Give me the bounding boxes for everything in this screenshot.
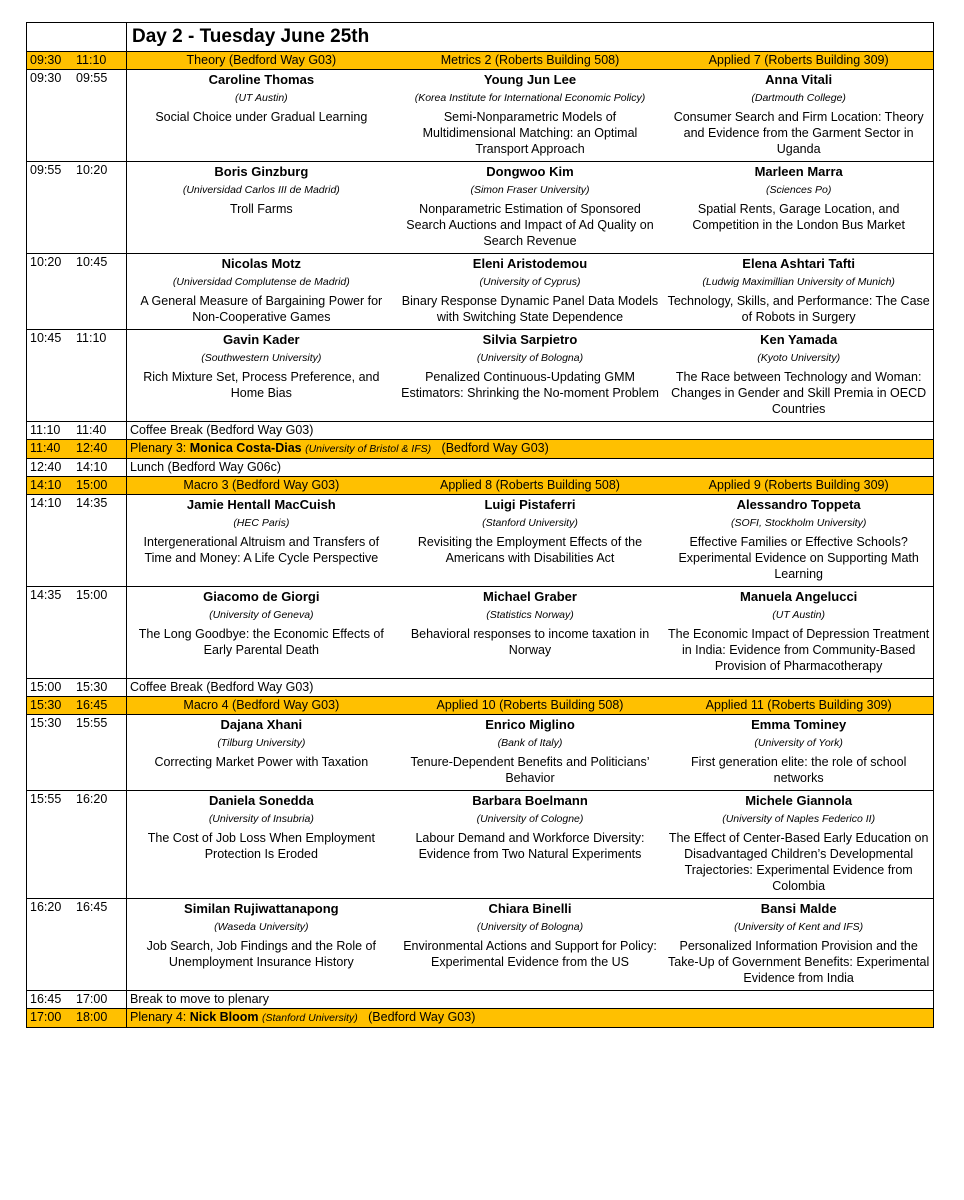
paper-title: Spatial Rents, Garage Location, and Competition in the London Bus Market (692, 202, 905, 232)
speaker-affiliation: (Universidad Complutense de Madrid) (172, 276, 350, 288)
speaker-name: Caroline Thomas (208, 72, 315, 87)
talk-cell (396, 254, 665, 330)
time-cell (27, 1009, 127, 1028)
paper-title: Job Search, Job Findings and the Role of Unemployment Insurance History (146, 939, 376, 969)
paper-title: A General Measure of Bargaining Power for Non-Cooperative Games (140, 294, 383, 324)
paper-title: Effective Families or Effective Schools? Experimental Evidence on Supporting Math Learning (678, 535, 919, 581)
paper-title: The Cost of Job Loss When Employment Protection Is Eroded (147, 831, 375, 861)
talk-cell (664, 330, 933, 422)
talk-cell (396, 70, 665, 162)
speaker-name: Gavin Kader (223, 332, 300, 347)
time-cell (27, 254, 127, 330)
start-time: 16:20 (30, 900, 62, 914)
paper-title: The Economic Impact of Depression Treatment in India: Evidence from Community-Based Provision of Pharmacotherapy (668, 627, 930, 673)
speaker-affiliation: (Dartmouth College) (751, 92, 846, 104)
start-time: 14:35 (30, 588, 62, 602)
end-time: 16:20 (76, 792, 108, 806)
speaker-name: Barbara Boelmann (472, 793, 588, 808)
speaker-name: Eleni Aristodemou (472, 256, 588, 271)
time-cell (27, 422, 127, 440)
start-time: 11:10 (30, 423, 61, 437)
talk-cell (396, 587, 665, 679)
time-cell (27, 459, 127, 477)
end-time: 10:20 (76, 163, 108, 177)
paper-title: The Race between Technology and Woman: Changes in Gender and Skill Premia in OECD Countries (671, 370, 927, 416)
paper-title: Tenure-Dependent Benefits and Politicians’ Behavior (410, 755, 650, 785)
break-text: Break to move to plenary (127, 991, 933, 1009)
speaker-name: Manuela Angelucci (740, 589, 858, 604)
speaker-affiliation: (University of Naples Federico II) (722, 813, 876, 825)
time-cell (27, 330, 127, 422)
break-text: Coffee Break (Bedford Way G03) (127, 679, 933, 697)
paper-title: Binary Response Dynamic Panel Data Models with Switching State Dependence (401, 294, 659, 324)
talk-cell (127, 791, 396, 899)
paper-title: The Long Goodbye: the Economic Effects of Early Parental Death (138, 627, 384, 657)
end-time: 10:45 (76, 255, 108, 269)
plenary-cell (127, 1009, 933, 1028)
speaker-name: Michael Graber (483, 589, 577, 604)
time-cell (27, 162, 127, 254)
time-cell (27, 477, 127, 495)
speaker-affiliation: (Ludwig Maximillian University of Munich) (702, 276, 895, 288)
plenary-affiliation: (University of Bristol & IFS) (305, 443, 432, 455)
speaker-affiliation: (Waseda University) (214, 921, 309, 933)
end-time: 17:00 (76, 992, 108, 1006)
session-header: Metrics 2 (Roberts Building 508) (396, 52, 665, 70)
end-time: 12:40 (76, 441, 108, 455)
speaker-affiliation: (Southwestern University) (201, 352, 322, 364)
plenary-label: Plenary 4: (130, 1010, 190, 1024)
title-time-cell (27, 23, 127, 52)
time-cell (27, 991, 127, 1009)
speaker-name: Jamie Hentall MacCuish (186, 497, 336, 512)
break-text: Coffee Break (Bedford Way G03) (127, 422, 933, 440)
start-time: 17:00 (30, 1010, 62, 1024)
speaker-affiliation: (University of Cyprus) (479, 276, 581, 288)
time-cell (27, 495, 127, 587)
paper-title: Technology, Skills, and Performance: The Case of Robots in Surgery (667, 294, 930, 324)
speaker-affiliation: (Korea Institute for International Economic Policy) (414, 92, 646, 104)
speaker-name: Ken Yamada (760, 332, 838, 347)
break-text: Lunch (Bedford Way G06c) (127, 459, 933, 477)
session-header: Theory (Bedford Way G03) (127, 52, 396, 70)
speaker-affiliation: (Tilburg University) (217, 737, 306, 749)
plenary-speaker: Monica Costa-Dias (189, 441, 302, 455)
time-cell (27, 715, 127, 791)
paper-title: Behavioral responses to income taxation in Norway (410, 627, 650, 657)
paper-title: Penalized Continuous-Updating GMM Estimators: Shrinking the No-moment Problem (401, 370, 659, 400)
paper-title: Intergenerational Altruism and Transfers of Time and Money: A Life Cycle Perspective (143, 535, 380, 565)
talk-cell (127, 70, 396, 162)
end-time: 14:35 (76, 496, 108, 510)
talk-cell (127, 162, 396, 254)
time-cell (27, 679, 127, 697)
talk-cell (396, 162, 665, 254)
plenary-affiliation: (Stanford University) (262, 1012, 358, 1024)
plenary-speaker: Nick Bloom (189, 1010, 259, 1024)
time-cell (27, 440, 127, 459)
plenary-label: Plenary 3: (130, 441, 190, 455)
speaker-name: Enrico Miglino (485, 717, 575, 732)
speaker-name: Nicolas Motz (221, 256, 302, 271)
end-time: 15:30 (76, 680, 108, 694)
end-time: 15:00 (76, 478, 108, 492)
talk-cell (396, 791, 665, 899)
plenary-room: (Bedford Way G03) (368, 1010, 476, 1024)
start-time: 11:40 (30, 441, 61, 455)
session-header: Applied 10 (Roberts Building 508) (396, 697, 665, 715)
end-time: 11:40 (76, 423, 107, 437)
talk-cell (664, 899, 933, 991)
time-cell (27, 899, 127, 991)
speaker-name: Alessandro Toppeta (736, 497, 861, 512)
start-time: 10:45 (30, 331, 62, 345)
start-time: 15:30 (30, 698, 62, 712)
talk-cell (396, 330, 665, 422)
time-cell (27, 791, 127, 899)
session-header: Applied 9 (Roberts Building 309) (664, 477, 933, 495)
end-time: 14:10 (76, 460, 108, 474)
speaker-name: Dongwoo Kim (486, 164, 574, 179)
talk-cell (664, 495, 933, 587)
paper-title: Revisiting the Employment Effects of the Americans with Disabilities Act (417, 535, 643, 565)
talk-cell (127, 254, 396, 330)
paper-title: First generation elite: the role of school networks (690, 755, 907, 785)
schedule-page (26, 22, 934, 1028)
paper-title: Personalized Information Provision and the Take-Up of Government Benefits: Experimental Evidence from India (668, 939, 930, 985)
speaker-name: Bansi Malde (760, 901, 837, 916)
speaker-affiliation: (Statistics Norway) (486, 609, 574, 621)
speaker-name: Daniela Sonedda (208, 793, 314, 808)
speaker-name: Marleen Marra (754, 164, 843, 179)
plenary-cell (127, 440, 933, 459)
speaker-affiliation: (University of Bologna) (476, 921, 584, 933)
speaker-name: Giacomo de Giorgi (203, 589, 320, 604)
speaker-name: Luigi Pistaferri (484, 497, 576, 512)
time-cell (27, 52, 127, 70)
start-time: 16:45 (30, 992, 62, 1006)
speaker-affiliation: (UT Austin) (234, 92, 288, 104)
speaker-affiliation: (Bank of Italy) (497, 737, 563, 749)
speaker-affiliation: (University of Bologna) (476, 352, 584, 364)
end-time: 15:00 (76, 588, 108, 602)
start-time: 09:30 (30, 53, 62, 67)
session-header: Applied 8 (Roberts Building 508) (396, 477, 665, 495)
speaker-affiliation: (University of York) (754, 737, 843, 749)
speaker-affiliation: (Sciences Po) (765, 184, 832, 196)
start-time: 15:30 (30, 716, 62, 730)
talk-cell (664, 70, 933, 162)
talk-cell (396, 715, 665, 791)
paper-title: Rich Mixture Set, Process Preference, and Home Bias (143, 370, 380, 400)
speaker-name: Silvia Sarpietro (482, 332, 578, 347)
paper-title: Consumer Search and Firm Location: Theory and Evidence from the Garment Sector in Uganda (673, 110, 924, 156)
end-time: 16:45 (76, 698, 108, 712)
speaker-affiliation: (UT Austin) (772, 609, 825, 621)
speaker-name: Chiara Binelli (488, 901, 572, 916)
talk-cell (127, 587, 396, 679)
speaker-name: Similan Rujiwattanapong (184, 901, 339, 916)
schedule-table (26, 22, 934, 1028)
paper-title: Troll Farms (229, 202, 293, 216)
talk-cell (664, 791, 933, 899)
speaker-name: Anna Vitali (765, 72, 833, 87)
paper-title: Nonparametric Estimation of Sponsored Search Auctions and Impact of Ad Quality on Search Revenue (406, 202, 654, 248)
speaker-affiliation: (Universidad Carlos III de Madrid) (182, 184, 340, 196)
time-cell (27, 70, 127, 162)
session-header: Applied 7 (Roberts Building 309) (664, 52, 933, 70)
speaker-name: Elena Ashtari Tafti (742, 256, 855, 271)
talk-cell (664, 162, 933, 254)
end-time: 09:55 (76, 71, 108, 85)
session-header: Applied 11 (Roberts Building 309) (664, 697, 933, 715)
talk-cell (127, 495, 396, 587)
speaker-name: Young Jun Lee (483, 72, 577, 87)
talk-cell (127, 899, 396, 991)
paper-title: Correcting Market Power with Taxation (154, 755, 369, 769)
start-time: 10:20 (30, 255, 62, 269)
speaker-name: Boris Ginzburg (214, 164, 309, 179)
talk-cell (127, 330, 396, 422)
paper-title: Social Choice under Gradual Learning (155, 110, 368, 124)
speaker-name: Dajana Xhani (220, 717, 303, 732)
speaker-affiliation: (University of Insubria) (208, 813, 314, 825)
talk-cell (664, 587, 933, 679)
paper-title: Labour Demand and Workforce Diversity: Evidence from Two Natural Experiments (415, 831, 645, 861)
speaker-name: Emma Tominey (751, 717, 847, 732)
end-time: 18:00 (76, 1010, 108, 1024)
paper-title: Environmental Actions and Support for Policy: Experimental Evidence from the US (403, 939, 657, 969)
end-time: 11:10 (76, 331, 107, 345)
start-time: 15:00 (30, 680, 62, 694)
start-time: 14:10 (30, 478, 62, 492)
day-title: Day 2 - Tuesday June 25th (127, 23, 933, 52)
start-time: 15:55 (30, 792, 62, 806)
speaker-affiliation: (Simon Fraser University) (470, 184, 590, 196)
start-time: 14:10 (30, 496, 62, 510)
speaker-affiliation: (University of Cologne) (476, 813, 584, 825)
speaker-affiliation: (University of Geneva) (209, 609, 314, 621)
speaker-affiliation: (HEC Paris) (233, 517, 290, 529)
start-time: 09:55 (30, 163, 62, 177)
paper-title: Semi-Nonparametric Models of Multidimensional Matching: an Optimal Transport Approach (422, 110, 638, 156)
time-cell (27, 587, 127, 679)
start-time: 09:30 (30, 71, 62, 85)
talk-cell (396, 495, 665, 587)
time-cell (27, 697, 127, 715)
speaker-affiliation: (Kyoto University) (757, 352, 841, 364)
end-time: 15:55 (76, 716, 108, 730)
talk-cell (664, 715, 933, 791)
session-header: Macro 4 (Bedford Way G03) (127, 697, 396, 715)
session-header: Macro 3 (Bedford Way G03) (127, 477, 396, 495)
speaker-name: Michele Giannola (745, 793, 853, 808)
speaker-affiliation: (University of Kent and IFS) (734, 921, 864, 933)
speaker-affiliation: (SOFI, Stockholm University) (730, 517, 867, 529)
talk-cell (127, 715, 396, 791)
start-time: 12:40 (30, 460, 62, 474)
speaker-affiliation: (Stanford University) (482, 517, 578, 529)
talk-cell (396, 899, 665, 991)
end-time: 11:10 (76, 53, 107, 67)
talk-cell (664, 254, 933, 330)
end-time: 16:45 (76, 900, 108, 914)
plenary-room: (Bedford Way G03) (441, 441, 549, 455)
paper-title: The Effect of Center-Based Early Education on Disadvantaged Children’s Developmental Trajectories: Experimental Evidence from Colombia (668, 831, 929, 893)
